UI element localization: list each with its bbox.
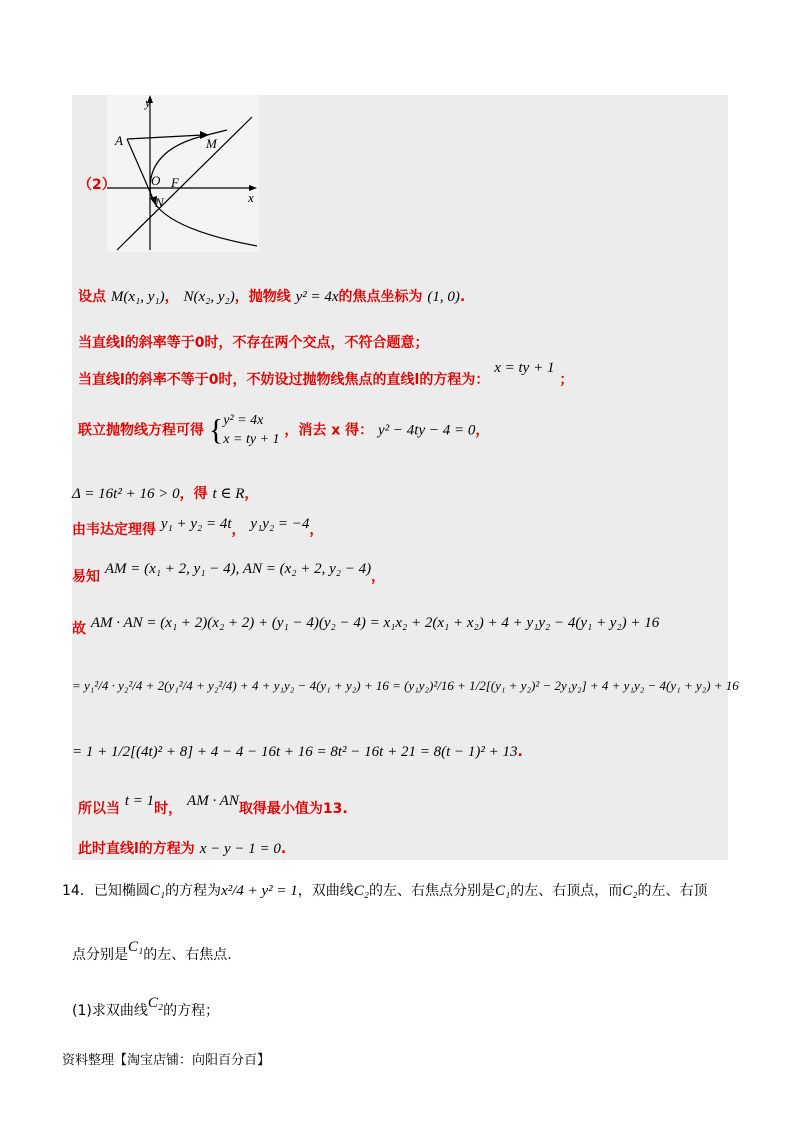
part-label: （2） — [78, 177, 116, 193]
label-o: O — [151, 173, 161, 188]
solution-line-12: 此时直线l的方程为 x − y − 1 = 0. — [78, 841, 287, 857]
solution-line-9: = y₁²/4 · y₂²/4 + 2(y₁²/4 + y₂²/4) + 4 + y₁y₂ − 4(y₁ + y₂) + 16 = (y₁y₂)²/16 + 1/2[(y₁ + y₂)² − 2y₁y₂] + 4 + y₁y₂ − 4(y₁ + y₂) + 16 — [72, 678, 739, 693]
parabola-figure — [107, 95, 259, 252]
solution-line-6: 由韦达定理得 y₁ + y₂ = 4t， y₁y₂ = −4， — [72, 516, 324, 538]
label-x: x — [248, 190, 254, 205]
solution-line-11: 所以当 t = 1时， AM · AN取得最小值为13. — [78, 793, 348, 817]
problem-14-line-3: (1)求双曲线C₂的方程； — [72, 995, 220, 1019]
solution-line-2: 当直线l的斜率等于0时，不存在两个交点，不符合题意； — [78, 335, 429, 351]
solution-line-1: 设点 M(x₁, y₁)， N(x₂, y₂)，抛物线 y² = 4x的焦点坐标为 (1, 0). — [78, 289, 466, 305]
label-f: F — [171, 175, 179, 190]
parabola-diagram — [107, 95, 259, 252]
label-m: M — [206, 136, 217, 151]
footer-source: 资料整理【淘宝店铺：向阳百分百】 — [62, 1053, 271, 1068]
solution-line-10: = 1 + 1/2[(4t)² + 8] + 4 − 4 − 16t + 16 = 8t² − 16t + 21 = 8(t − 1)² + 13. — [72, 744, 523, 760]
solution-line-7: 易知 AM = (x₁ + 2, y₁ − 4), AN = (x₂ + 2, y₂ − 4)， — [72, 561, 386, 585]
label-n: N — [155, 195, 164, 210]
solution-line-5: Δ = 16t² + 16 > 0，得 t ∈ R， — [72, 486, 259, 502]
label-a: A — [115, 133, 123, 148]
solution-line-8: 故 AM · AN = (x₁ + 2)(x₂ + 2) + (y₁ − 4)(y₂ − 4) = x₁x₂ + 2(x₁ + x₂) + 4 + y₁y₂ − 4(y₁ + y₂) + 16 — [72, 615, 660, 637]
problem-14-line-1: 14．已知椭圆C₁的方程为x²/4 + y² = 1，双曲线C₂的左、右焦点分别是C₁的左、右顶点，而C₂的左、右顶 — [62, 883, 708, 899]
problem-14-line-2: 点分别是C₁的左、右焦点. — [72, 939, 232, 963]
solution-line-3: 当直线l的斜率不等于0时，不妨设过抛物线焦点的直线l的方程为： x = ty + 1 ； — [78, 360, 574, 388]
solution-line-4: 联立抛物线方程可得 { y² = 4x x = ty + 1 ，消去 x 得： y² − 4ty − 4 = 0， — [78, 413, 490, 447]
label-y: y — [145, 95, 151, 110]
